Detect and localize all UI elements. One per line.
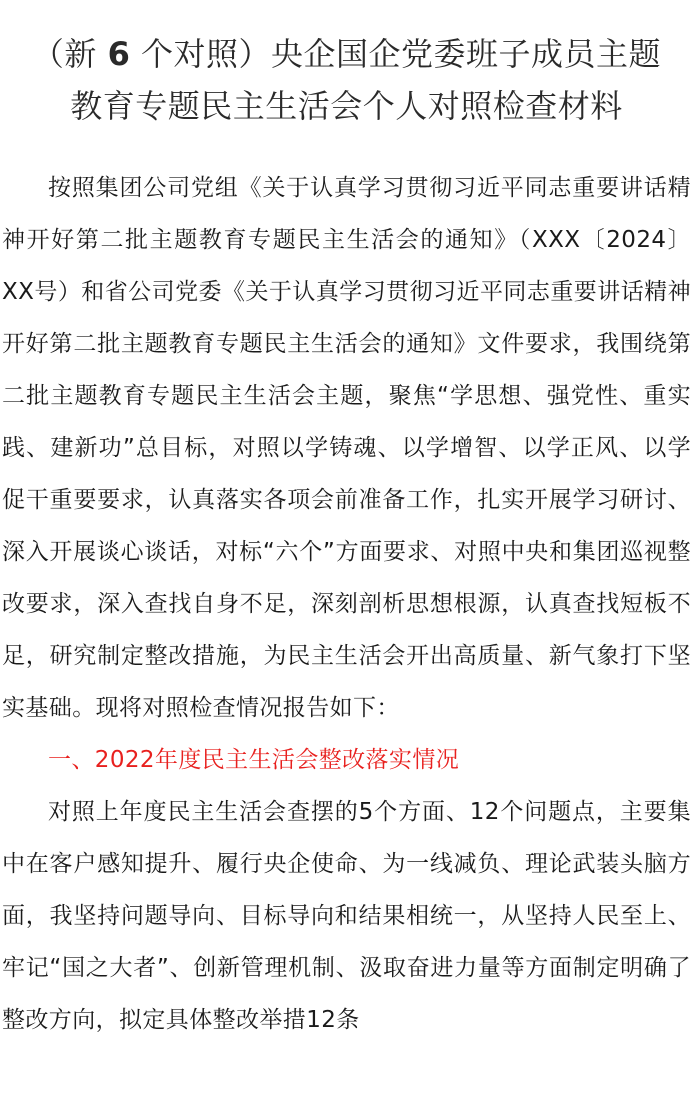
intro-paragraph: 按照集团公司党组《关于认真学习贯彻习近平同志重要讲话精神开好第二批主题教育专题民主生活会的通知》（XXX〔2024〕XX号）和省公司党委《关于认真学习贯彻习近平同志重要讲话精神开好第二批主题教育专题民主生活会的通知》文件要求，我围绕第二批主题教育专题民主生活会主题，聚焦“学思想、强党性、重实践、建新功”总目标，对照以学铸魂、以学增智、以学正风、以学促干重要要求，认真落实各项会前准备工作，扎实开展学习研讨、深入开展谈心谈话，对标“六个”方面要求、对照中央和集团巡视整改要求，深入查找自身不足，深刻剖析思想根源，认真查找短板不足，研究制定整改措施，为民主生活会开出高质量、新气象打下坚实基础。现将对照检查情况报告如下：	[2, 175, 691, 721]
document-title	[2, 0, 691, 132]
title-prefix: （新	[31, 35, 97, 73]
section-heading-1: 一、2022年度民主生活会整改落实情况	[48, 747, 460, 773]
title-line1	[32, 35, 661, 73]
title-number: 6	[107, 35, 131, 73]
title-line2: 教育专题民主生活会个人对照检查材料	[70, 87, 623, 125]
document-body	[2, 162, 691, 1046]
section-1-paragraph: 对照上年度民主生活会查摆的5个方面、12个问题点，主要集中在客户感知提升、履行央企使命、为一线减负、理论武装头脑方面，我坚持问题导向、目标导向和结果相统一，从坚持人民至上、牢记“国之大者”、创新管理机制、汲取奋进力量等方面制定明确了整改方向，拟定具体整改举措12条	[2, 799, 691, 1033]
title-suffix: 个对照）央企国企党委班子成员主题	[141, 35, 662, 73]
